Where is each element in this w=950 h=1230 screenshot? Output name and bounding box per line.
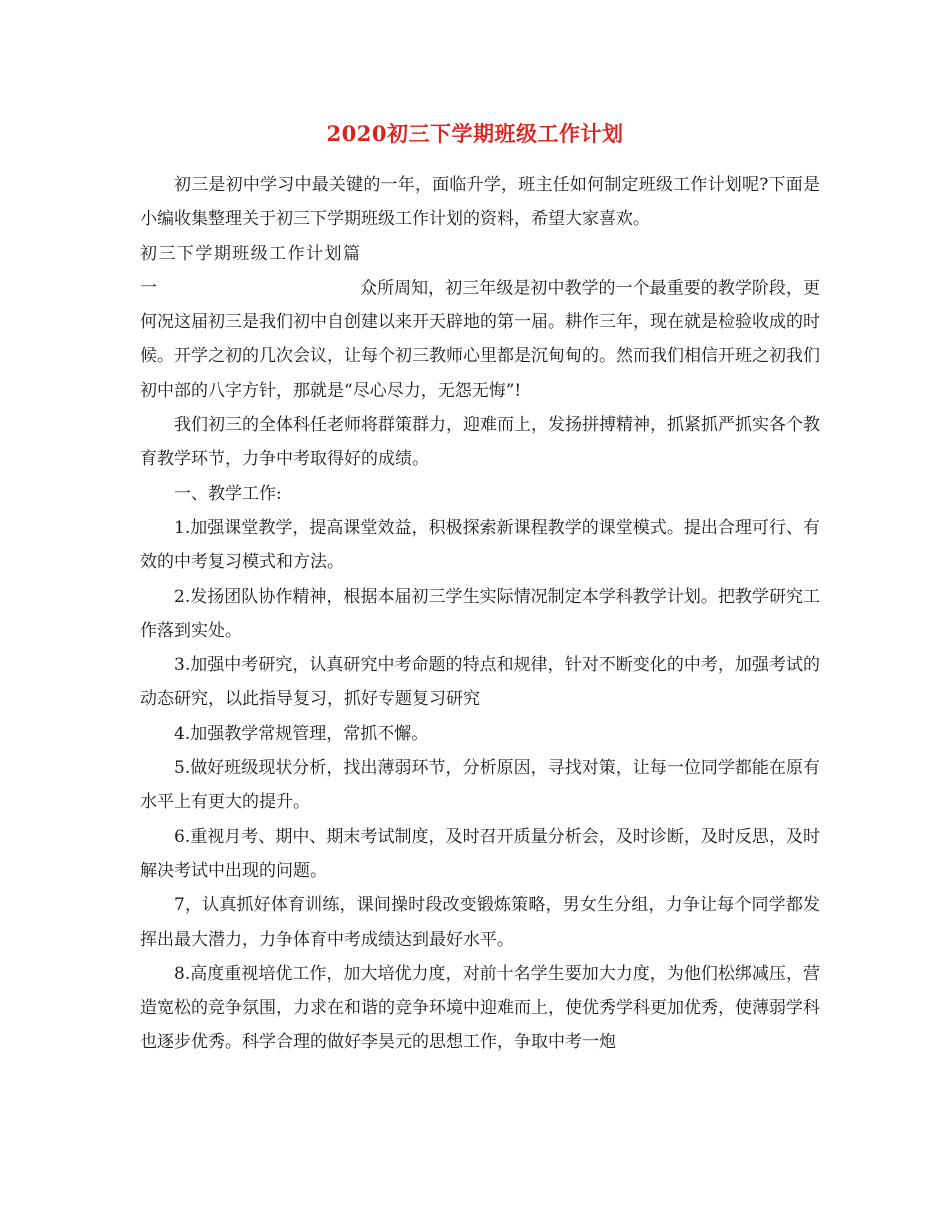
list-item: 6.重视月考、期中、期末考试制度，及时召开质量分析会，及时诊断，及时反思，及时解决考试中出现的问题。 (140, 826, 820, 881)
list-item: 7，认真抓好体育训练，课间操时段改变锻炼策略，男女生分组，力争让每个同学都发挥出最大潜力，力争体育中考成绩达到最好水平。 (140, 895, 820, 950)
document-title: 2020初三下学期班级工作计划 (326, 121, 624, 146)
list-item: 1.加强课堂教学，提高课堂效益，积极探索新课程教学的课堂模式。提出合理可行、有效的中考复习模式和方法。 (140, 517, 820, 573)
list-item: 2.发扬团队协作精神，根据本届初三学生实际情况制定本学科教学计划。把教学研究工作落到实处。 (140, 586, 820, 641)
teachers-paragraph: 我们初三的全体科任老师将群策群力，迎难而上，发扬拼搏精神，抓紧抓严抓实各个教育教学环节，力争中考取得好的成绩。 (140, 415, 820, 470)
list-item: 3.加强中考研究，认真研究中考命题的特点和规律，针对不断变化的中考，加强考试的动态研究，以此指导复习，抓好专题复习研究 (140, 655, 820, 710)
list-item: 4.加强教学常规管理，常抓不懈。 (174, 723, 429, 744)
section-paragraph (140, 237, 820, 408)
document-body (140, 168, 820, 1060)
section-first-paragraph: 众所周知，初三年级是初中教学的一个最重要的教学阶段，更何况这届初三是我们初中自创建以来开天辟地的第一届。耕作三年，现在就是检验收成的时候。开学之初的几次会议，让每个初三教师心里都是沉甸甸的。然而我们相信开班之初我们初中部的八字方针，那就是“尽心尽力，无怨无悔”! (140, 277, 820, 401)
list-item: 8.高度重视培优工作，加大培优力度，对前十名学生要加大力度，为他们松绑减压，营造宽松的竞争氛围，力求在和谐的竞争环境中迎难而上，使优秀学科更加优秀，使薄弱学科也逐步优秀。科学合理的做好李昊元的思想工作，争取中考一炮 (140, 963, 820, 1053)
teaching-heading: 一、教学工作: (174, 483, 282, 504)
section-heading: 初三下学期班级工作计划篇一 (140, 243, 360, 298)
intro-paragraph: 初三是初中学习中最关键的一年，面临升学，班主任如何制定班级工作计划呢?下面是小编收集整理关于初三下学期班级工作计划的资料，希望大家喜欢。 (140, 175, 820, 230)
list-item: 5.做好班级现状分析，找出薄弱环节，分析原因，寻找对策，让每一位同学都能在原有水平上有更大的提升。 (140, 758, 820, 813)
